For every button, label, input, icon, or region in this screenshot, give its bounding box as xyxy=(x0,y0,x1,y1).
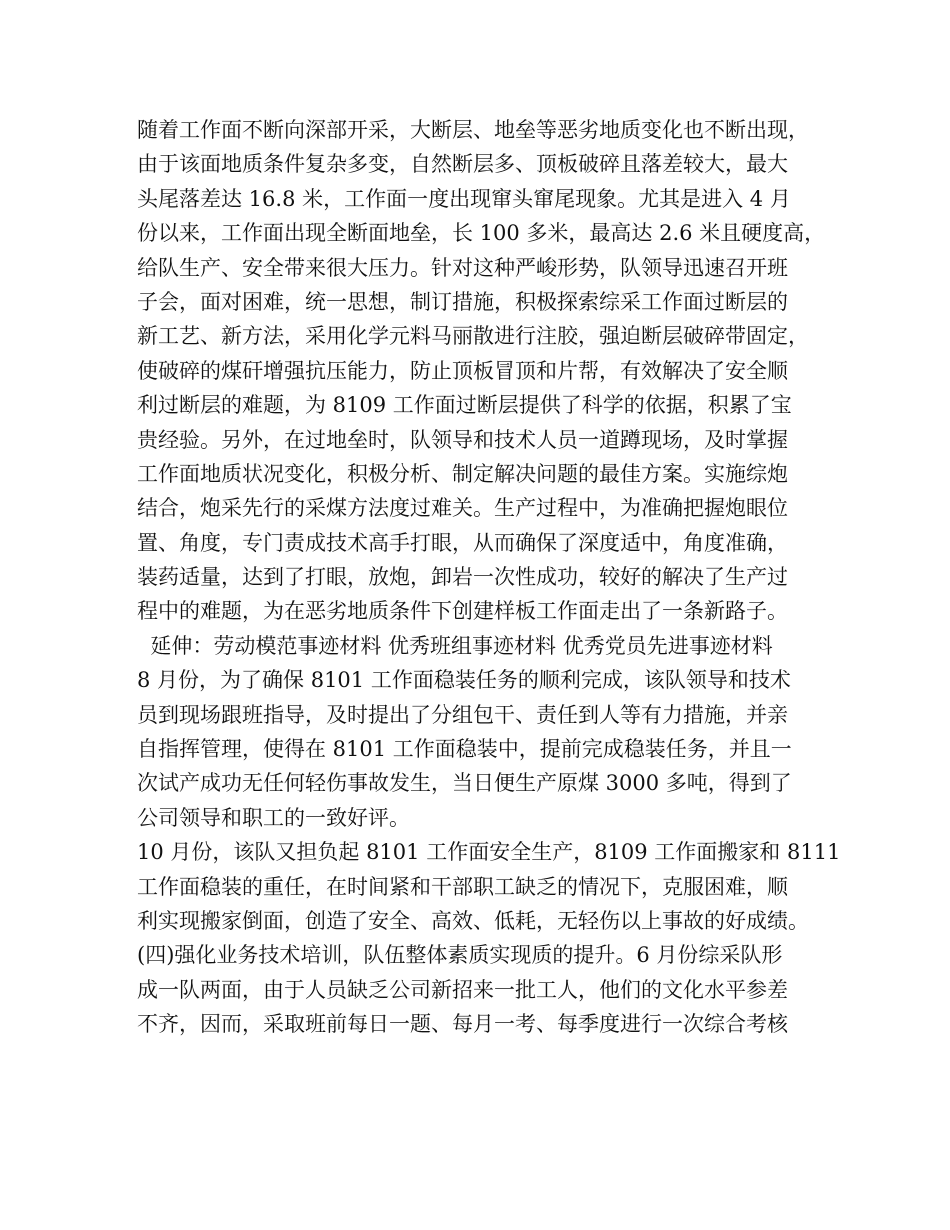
text-line: 员到现场跟班指导，及时提出了分组包干、责任到人等有力措施，并亲 xyxy=(137,702,788,727)
text-line: 程中的难题，为在恶劣地质条件下创建样板工作面走出了一条新路子。 xyxy=(137,599,788,624)
text-line: 成一队两面，由于人员缺乏公司新招来一批工人，他们的文化水平参差 xyxy=(137,977,788,1002)
text-line: 10 月份，该队又担负起 8101 工作面安全生产，8109 工作面搬家和 8111 xyxy=(137,840,841,865)
text-line: (四)强化业务技术培训，队伍整体素质实现质的提升。6 月份综采队形 xyxy=(137,943,783,968)
document-body xyxy=(137,113,841,1042)
text-line: 由于该面地质条件复杂多变，自然断层多、顶板破碎且落差较大，最大 xyxy=(137,152,788,177)
text-line: 次试产成功无任何轻伤事故发生，当日便生产原煤 3000 多吨，得到了 xyxy=(137,771,792,796)
text-line: 新工艺、新方法，采用化学元料马丽散进行注胶，强迫断层破碎带固定， xyxy=(137,324,809,349)
text-line: 贵经验。另外，在过地垒时，队领导和技术人员一道蹲现场，及时掌握 xyxy=(137,427,788,452)
text-line: 子会，面对困难，统一思想，制订措施，积极探索综采工作面过断层的 xyxy=(137,289,788,314)
text-line: 给队生产、安全带来很大压力。针对这种严峻形势，队领导迅速召开班 xyxy=(137,255,788,280)
text-line: 8 月份，为了确保 8101 工作面稳装任务的顺利完成，该队领导和技术 xyxy=(137,668,791,693)
text-line: 不齐，因而，采取班前每日一题、每月一考、每季度进行一次综合考核 xyxy=(137,1012,788,1037)
text-line: 工作面稳装的重任，在时间紧和干部职工缺乏的情况下，克服困难，顺 xyxy=(137,874,788,899)
text-line: 自指挥管理，使得在 8101 工作面稳装中，提前完成稳装任务，并且一 xyxy=(137,737,792,762)
text-line: 使破碎的煤矸增强抗压能力，防止顶板冒顶和片帮，有效解决了安全顺 xyxy=(137,358,788,383)
text-line: 置、角度，专门责成技术高手打眼，从而确保了深度适中，角度准确， xyxy=(137,530,788,555)
text-line: 份以来，工作面出现全断面地垒，长 100 多米，最高达 2.6 米且硬度高， xyxy=(137,221,826,246)
text-line: 利实现搬家倒面，创造了安全、高效、低耗，无轻伤以上事故的好成绩。 xyxy=(137,908,809,933)
text-line: 工作面地质状况变化，积极分析、制定解决问题的最佳方案。实施综炮 xyxy=(137,461,788,486)
text-line: 头尾落差达 16.8 米，工作面一度出现窜头窜尾现象。尤其是进入 4 月 xyxy=(137,186,791,211)
extension-line: 延伸：劳动模范事迹材料 优秀班组事迹材料 优秀党员先进事迹材料 xyxy=(137,633,773,658)
text-line: 随着工作面不断向深部开采，大断层、地垒等恶劣地质变化也不断出现， xyxy=(137,118,809,142)
text-line: 公司领导和职工的一致好评。 xyxy=(137,805,410,830)
text-line: 结合，炮采先行的采煤方法度过难关。生产过程中，为准确把握炮眼位 xyxy=(137,496,788,521)
text-line: 装药适量，达到了打眼，放炮，卸岩一次性成功，较好的解决了生产过 xyxy=(137,565,788,590)
text-line: 利过断层的难题，为 8109 工作面过断层提供了科学的依据，积累了宝 xyxy=(137,393,792,418)
